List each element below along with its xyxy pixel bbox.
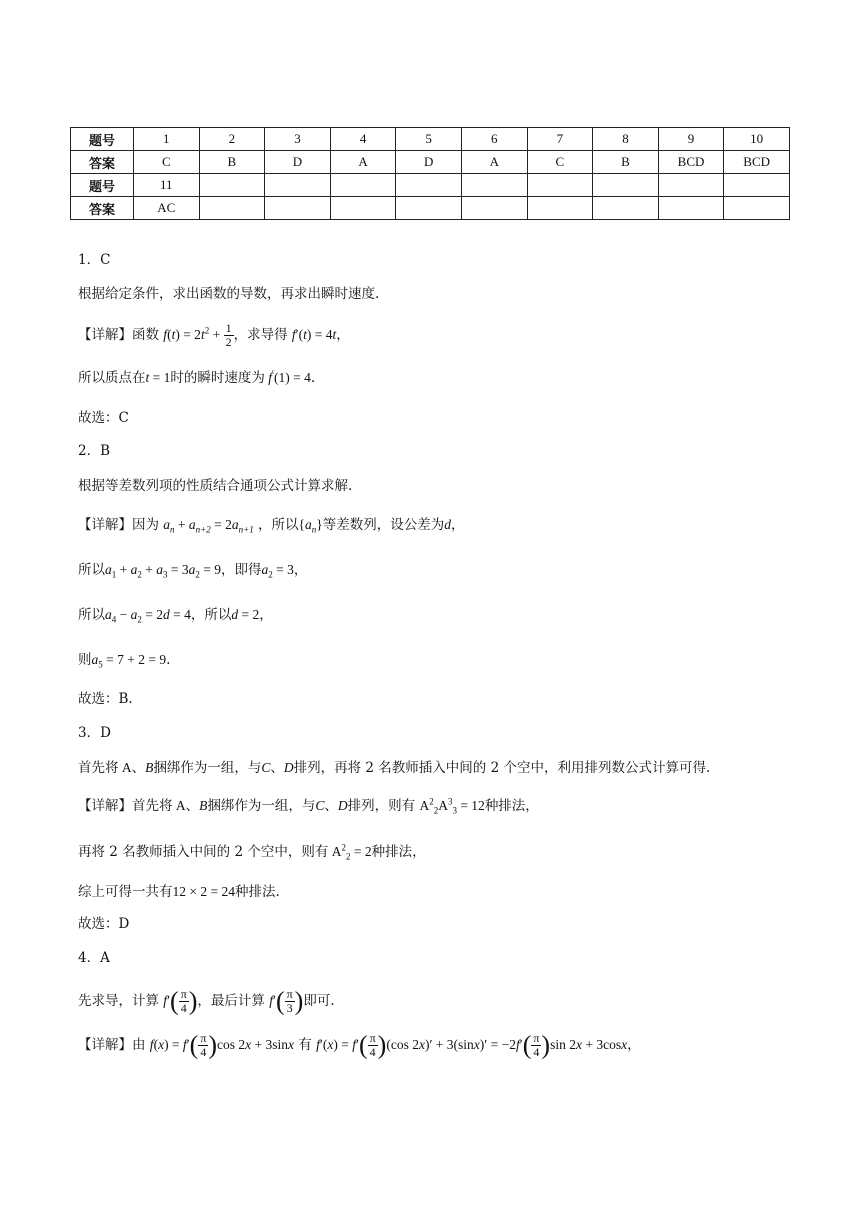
fraction: $\frac{\pi}{3}$ (286, 987, 293, 1015)
table-cell: 8 (593, 128, 659, 151)
table-cell: 7 (527, 128, 593, 151)
table-cell (527, 197, 593, 220)
table-row (71, 128, 790, 151)
q1-title: 1．C (78, 252, 111, 268)
table-cell: C (134, 151, 200, 174)
q2-hint: 根据等差数列项的性质结合通项公式计算求解. (78, 478, 353, 494)
table-cell (658, 197, 724, 220)
table-cell: 4 (330, 128, 396, 151)
table-cell: BCD (658, 151, 724, 174)
table-cell (265, 174, 331, 197)
table-cell (593, 174, 659, 197)
q2-detail-1: 【详解】因为 $a_n + a_{n+2} = 2a_{n+1}$ ，所以$\{a_n\}$等差数列，设公差为d， (78, 517, 465, 535)
table-cell: D (265, 151, 331, 174)
q3-choice: 故选：D (78, 916, 130, 932)
table-cell: A (330, 151, 396, 174)
table-row (71, 151, 790, 174)
table-cell: AC (134, 197, 200, 220)
table-cell (265, 197, 331, 220)
table-cell (396, 197, 462, 220)
q3-hint: 首先将 A、B捆绑作为一组，与C、D排列，再将 2 名教师插入中间的 2 个空中，利用排列数公式计算可得. (78, 760, 711, 776)
table-cell: B (199, 151, 265, 174)
table-cell: B (593, 151, 659, 174)
answer-table (70, 127, 790, 220)
table-cell: C (527, 151, 593, 174)
table-cell (199, 174, 265, 197)
table-row (71, 174, 790, 197)
fraction: $\frac{\pi}{4}$ (180, 987, 187, 1015)
table-cell (527, 174, 593, 197)
table-cell (593, 197, 659, 220)
table-cell: 9 (658, 128, 724, 151)
q2-detail-2: 所以$a_1 + a_2 + a_3 = 3a_2 = 9$，即得$a_2 = 3$， (78, 562, 308, 580)
q3-detail-3: 综上可得一共有12 × 2 = 24种排法. (78, 884, 280, 900)
table-cell: A (461, 151, 527, 174)
table-cell: 3 (265, 128, 331, 151)
table-row (71, 197, 790, 220)
q3-title: 3．D (78, 725, 111, 741)
table-cell: 11 (134, 174, 200, 197)
fraction: $\frac{1}{2}$ (225, 321, 232, 349)
table-cell (396, 174, 462, 197)
table-cell (724, 197, 790, 220)
q4-detail-1: 【详解】由 f(x) = f′( $\frac{\pi}{4}$ )cos 2x + 3sinx 有 f′(x) = f′( $\frac{\pi}{4}$ )(cos 2x)′ + 3(sinx)′ = −2f′( $\frac{\pi}{4}$ )sin 2x + 3cosx， (78, 1030, 641, 1060)
table-cell: 1 (134, 128, 200, 151)
table-cell (724, 174, 790, 197)
table-cell: 2 (199, 128, 265, 151)
row-header: 答案 (71, 151, 134, 174)
table-cell: 6 (461, 128, 527, 151)
row-header: 题号 (71, 174, 134, 197)
q1-detail: 【详解】函数 $f(t) = 2t^2$ + $\frac{1}{2}$ ，求导得 f′(t) = 4t， (78, 321, 350, 349)
q4-title: 4．A (78, 950, 110, 966)
table-cell: 10 (724, 128, 790, 151)
detail-label: 【详解】 (78, 327, 132, 343)
q3-detail-2: 再将 2 名教师插入中间的 2 个空中，则有 $A^2_2 = 2$种排法， (78, 842, 426, 862)
table-cell: BCD (724, 151, 790, 174)
table-cell (658, 174, 724, 197)
q2-detail-4: 则$a_5 = 7 + 2 = 9$. (78, 652, 171, 670)
q3-detail-1: 【详解】首先将 A、B捆绑作为一组，与C、D排列，则有 $A^2_2A^3_3 = 12$种排法， (78, 796, 539, 816)
table-cell: D (396, 151, 462, 174)
table-cell (461, 174, 527, 197)
q1-hint: 根据给定条件，求出函数的导数，再求出瞬时速度. (78, 286, 380, 302)
table-cell: 5 (396, 128, 462, 151)
q1-line2: 所以质点在t = 1时的瞬时速度为 f′(1) = 4. (78, 368, 316, 386)
q2-title: 2．B (78, 443, 111, 459)
detail-label: 【详解】 (78, 1037, 132, 1053)
q2-choice: 故选：B. (78, 691, 133, 707)
q4-hint: 先求导，计算 f′( $\frac{\pi}{4}$ )，最后计算 f′( $\frac{\pi}{3}$ )即可. (78, 986, 335, 1016)
row-header: 题号 (71, 128, 134, 151)
formula: f (163, 327, 168, 342)
table-cell (330, 174, 396, 197)
table-cell (330, 197, 396, 220)
detail-label: 【详解】 (78, 517, 132, 533)
table-cell (199, 197, 265, 220)
q1-choice: 故选：C (78, 410, 129, 426)
detail-label: 【详解】 (78, 798, 132, 814)
table-cell (461, 197, 527, 220)
row-header: 答案 (71, 197, 134, 220)
q2-detail-3: 所以$a_4 - a_2 = 2d = 4$，所以d = 2， (78, 607, 273, 625)
